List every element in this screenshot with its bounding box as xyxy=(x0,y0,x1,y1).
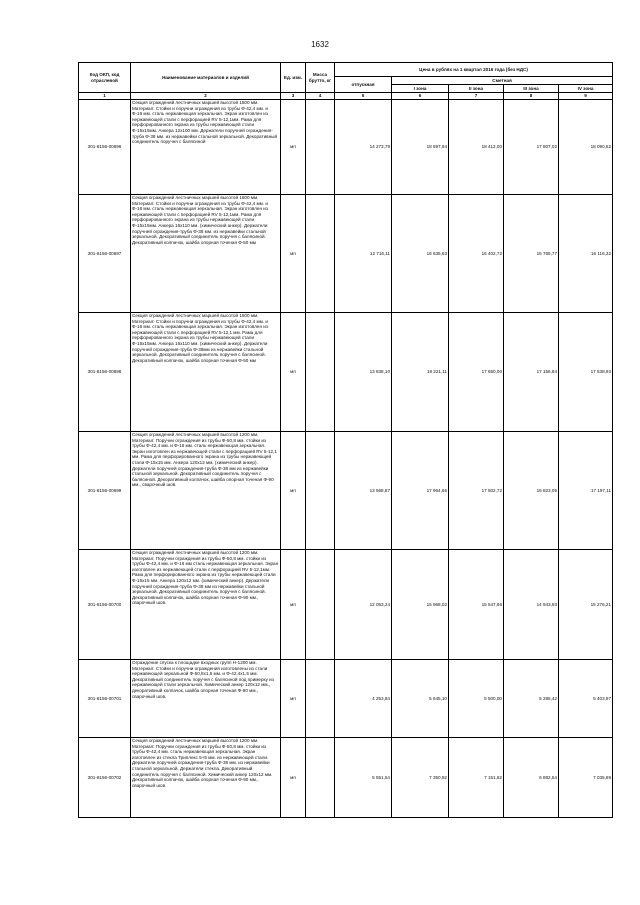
column-number: 8 xyxy=(504,93,559,100)
row-zone-2-price: 15 547,66 xyxy=(449,550,504,660)
table-row xyxy=(79,550,613,660)
row-release-price: 4 253,84 xyxy=(335,660,392,738)
row-description: Секция ограждений лестничных маршей высотой 1500 мм. Материал: Стойки и поручни ограждения из трубы Ф-42,4 мм. и Ф-16 мм. сталь нержавеющая зеркальная. Экран изготовлен из нержавеющей стали с перфорацией RV 5-12,1мм. Рама для перфорированного экрана из трубы нержавеющей стали Ф-15х15мм. Анкера 16х110 мм. (химический анкер). Держатели поручней ограждения-труба Ф-38 мм. из нержавейки стальной зеркальной. Декоративный соединитель поручня с балясиной. Декоративный колпачок, шайба опорная точеная Ф-50 мм xyxy=(131,195,281,313)
row-code: 301-8156-00699 xyxy=(79,432,131,550)
row-zone-4-price: 7 035,69 xyxy=(559,738,613,818)
row-code: 301-8156-00698 xyxy=(79,313,131,432)
table-row xyxy=(79,432,613,550)
table-row xyxy=(79,313,613,432)
row-release-price: 14 273,79 xyxy=(335,100,392,195)
row-release-price: 13 568,87 xyxy=(335,432,392,550)
row-unit: мп xyxy=(281,100,306,195)
column-number: 6 xyxy=(392,93,449,100)
row-zone-3-price: 17 156,84 xyxy=(504,313,559,432)
row-release-price: 12 716,11 xyxy=(335,195,392,313)
row-unit: мп xyxy=(281,313,306,432)
table-row xyxy=(79,195,613,313)
row-code: 301-8156-00701 xyxy=(79,660,131,738)
row-code: 301-8156-00697 xyxy=(79,195,131,313)
header-zone-1: I зона xyxy=(392,85,449,93)
row-zone-4-price: 16 116,32 xyxy=(559,195,613,313)
row-code: 301-8156-00700 xyxy=(79,550,131,660)
table-row xyxy=(79,100,613,195)
row-description: Ограждение спуска к площадке входных групп Н-1200 мм. Материал: Стойки и поручни ограждения изготовлены из стали нержавеющей зеркальной Ф-50,8х1,5 мм. и Ф-42,4х1,5 мм. Декоративный соединитель поручня с балясиной под примерку из нержавеющей стали зеркальной. Химический анкер 120х12 мм., декоративный колпачок, шайба опорная точеная Ф-90 мм., сварочный шов. xyxy=(131,660,281,738)
row-zone-1-price: 18 221,11 xyxy=(392,313,449,432)
row-zone-2-price: 7 151,62 xyxy=(449,738,504,818)
row-unit: мп xyxy=(281,195,306,313)
row-mass xyxy=(306,100,335,195)
page-number: 1632 xyxy=(311,40,329,49)
table-row xyxy=(79,660,613,738)
row-description: Секция ограждений лестничных маршей высотой 1200 мм. Материал: Поручни ограждения из трубы Ф-50,8 мм. стойки из трубы Ф-42,4 мм. сталь нержавеющая зеркальная. Экран изготовлен из стекла Триплекс 5+5 мм. из нержавеющей стали. Держатели поручней ограждения-труба Ф-38 мм. из нержавейки стальной зеркальной. Держатели стекла. Декоративный соединитель поручня с балясиной. Химический анкер 120х12 мм. Декоративный колпачок, шайба опорная точеная Ф-90 мм., сварочный шов. xyxy=(131,738,281,818)
row-zone-3-price: 17 807,02 xyxy=(504,100,559,195)
row-mass xyxy=(306,550,335,660)
row-zone-2-price: 18 412,00 xyxy=(449,100,504,195)
column-number: 2 xyxy=(131,93,281,100)
column-number: 5 xyxy=(335,93,392,100)
row-zone-2-price: 5 500,00 xyxy=(449,660,504,738)
column-number: 7 xyxy=(449,93,504,100)
row-zone-4-price: 17 538,93 xyxy=(559,313,613,432)
column-number: 9 xyxy=(559,93,613,100)
row-description: Секция ограждений лестничных маршей высотой 1500 мм. Материал: Стойки и поручни ограждения из трубы Ф-42,4 мм. и Ф-16 мм. сталь нержавеющая зеркальная. Экран изготовлен из нержавеющей стали с перфорацией RV 5-12,1 мм. Рама для перфорированного экрана из трубы нержавеющей стали Ф-15х15мм. Анкера 16х110 мм. (химический анкер). Держатели поручней ограждения-труба Ф-38мм из нержавейки стальной зеркальной. Декоративный соединитель поручня с балясиной. Декоративный колпачок, шайба опорная точеная Ф-50 мм xyxy=(131,313,281,432)
row-release-price: 13 838,10 xyxy=(335,313,392,432)
header-code: Код ОКП, код отраслевой xyxy=(79,63,131,93)
row-description: Секция ограждений лестничных маршей высотой 1500 мм. Материал: Стойки и поручни ограждения из трубы Ф-42,4 мм. и Ф-16 мм. сталь нержавеющая зеркальная. Экран изготовлен из нержавеющей стали с перфорацией RV 5-12,1мм. Рама для перфорированного экрана из трубы нержавеющей стали Ф-15х15мм. Анкера 12х100 мм. Держатели поручней ограждения-труба Ф-38 мм. из нержавейки стальной зеркальной. Декоративный соединитель поручня с балясиной xyxy=(131,100,281,195)
row-zone-1-price: 7 350,92 xyxy=(392,738,449,818)
row-description: Секция ограждений лестничных маршей высотой 1200 мм. Материал: Поручни ограждения из трубы Ф-50,8 мм. стойки из трубы Ф-42,4 мм. и Ф-16 мм сталь нержавеющая зеркальная. Экран изготовлен из нержавеющей стали с перфорацией RV 5-12,1мм. Рама для перфорированного экрана из трубы нержавеющей стали Ф-15х15 мм. Анкера 120х12 мм. (химический анкер). Держатели поручней ограждения-труба Ф-38 мм из нержавейки стальной зеркальной. Декоративный соединитель поручня с балясиной. Декоративный колпачок, шайба опорная точеная Ф-90 мм., сварочный шов. xyxy=(131,550,281,660)
row-unit: мп xyxy=(281,738,306,818)
row-mass xyxy=(306,738,335,818)
row-code: 301-8156-00696 xyxy=(79,100,131,195)
row-release-price: 5 551,54 xyxy=(335,738,392,818)
header-mass: Масса брутто, кг xyxy=(306,63,335,93)
table-row xyxy=(79,738,613,818)
header-unit: Ед. изм. xyxy=(281,63,306,93)
row-mass xyxy=(306,195,335,313)
row-zone-3-price: 14 943,93 xyxy=(504,550,559,660)
header-zone-4: IV зона xyxy=(559,85,613,93)
row-zone-4-price: 15 276,21 xyxy=(559,550,613,660)
row-unit: мп xyxy=(281,550,306,660)
header-zone-2: II зона xyxy=(449,85,504,93)
row-zone-4-price: 5 403,97 xyxy=(559,660,613,738)
row-zone-1-price: 18 597,94 xyxy=(392,100,449,195)
row-release-price: 12 053,24 xyxy=(335,550,392,660)
row-description: Секция ограждений лестничных маршей высотой 1200 мм. Материал: Поручни ограждения из трубы Ф-50,8 мм. стойки из трубы Ф-42,4 мм. и Ф-16 мм. сталь нержавеющая зеркальная. Экран изготовлен из нержавеющей стали с перфорацией RV 5-12,1 мм. Рама для перфорированного экрана из трубы нержавеющей стали Ф-15х15 мм. Анкера 120х12 мм. (химический анкер). Держатели поручней ограждения-труба Ф-38 мм из нержавейки стальной зеркальной. Декоративный соединитель поручня с балясиной. Декоративный колпачок, шайба опорная точеная Ф-90 мм., сварочный шов. xyxy=(131,432,281,550)
header-name: Наименование материалов и изделий xyxy=(131,63,281,93)
row-zone-4-price: 17 197,11 xyxy=(559,432,613,550)
row-code: 301-8156-00702 xyxy=(79,738,131,818)
row-zone-1-price: 5 645,10 xyxy=(392,660,449,738)
header-release: отпускная xyxy=(335,77,392,93)
column-number: 3 xyxy=(281,93,306,100)
row-mass xyxy=(306,432,335,550)
header-zone-3: III зона xyxy=(504,85,559,93)
header-price-group: Цена в рублях на 1 квартал 2016 года (без НДС) xyxy=(335,63,613,77)
row-zone-3-price: 5 285,42 xyxy=(504,660,559,738)
price-table xyxy=(78,62,613,818)
row-zone-3-price: 6 882,54 xyxy=(504,738,559,818)
row-zone-1-price: 15 968,02 xyxy=(392,550,449,660)
row-zone-4-price: 18 090,52 xyxy=(559,100,613,195)
row-mass xyxy=(306,660,335,738)
row-zone-3-price: 15 765,77 xyxy=(504,195,559,313)
row-zone-3-price: 16 823,05 xyxy=(504,432,559,550)
header-estimate: Сметная xyxy=(392,77,613,85)
row-unit: мп xyxy=(281,432,306,550)
column-number-row xyxy=(79,93,613,100)
row-zone-1-price: 16 635,63 xyxy=(392,195,449,313)
row-mass xyxy=(306,313,335,432)
row-zone-2-price: 17 502,72 xyxy=(449,432,504,550)
row-zone-2-price: 16 402,72 xyxy=(449,195,504,313)
row-unit: мп xyxy=(281,660,306,738)
row-zone-1-price: 17 964,66 xyxy=(392,432,449,550)
column-number: 4 xyxy=(306,93,335,100)
column-number: 1 xyxy=(79,93,131,100)
row-zone-2-price: 17 650,00 xyxy=(449,313,504,432)
